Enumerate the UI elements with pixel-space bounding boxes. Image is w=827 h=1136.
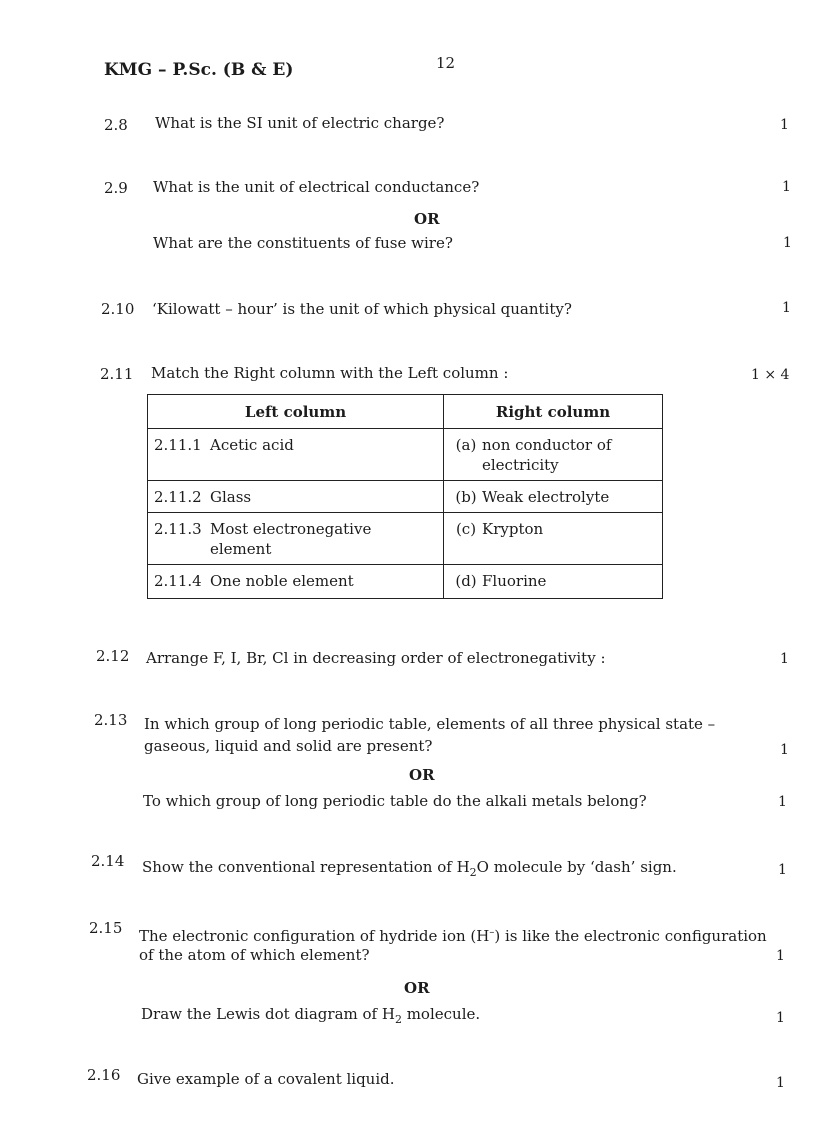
- question-marks: 1: [780, 742, 789, 758]
- question-text: In which group of long periodic table, elements of all three physical state –: [144, 715, 716, 733]
- left-item-text: Most electronegative element: [210, 520, 372, 558]
- left-column-header: Left column: [148, 395, 444, 429]
- question-text: What is the SI unit of electric charge?: [155, 114, 445, 132]
- right-column-header: Right column: [444, 395, 663, 429]
- question-marks: 1: [782, 300, 791, 316]
- question-text-continued: of the atom of which element?: [139, 946, 370, 964]
- right-item-text: Krypton: [482, 520, 544, 538]
- subscript: 2: [394, 1013, 402, 1026]
- question-number: 2.12: [96, 647, 130, 665]
- or-separator: OR: [414, 210, 440, 228]
- question-alt-text: To which group of long periodic table do the alkali metals belong?: [143, 792, 647, 810]
- question-number: 2.14: [91, 852, 125, 870]
- question-marks: 1: [783, 235, 792, 251]
- table-row: [148, 481, 663, 513]
- superscript: –: [489, 927, 495, 938]
- left-item-number: 2.11.4: [154, 572, 202, 590]
- match-table: [147, 394, 663, 599]
- table-row: [148, 565, 663, 599]
- left-item-number: 2.11.2: [154, 488, 202, 506]
- right-option-letter: (c): [455, 520, 477, 538]
- question-marks: 1: [780, 651, 789, 667]
- question-number: 2.16: [87, 1066, 121, 1084]
- question-text: Arrange F, I, Br, Cl in decreasing order of electronegativity :: [146, 649, 606, 667]
- question-number: 2.9: [104, 179, 128, 197]
- question-alt-text: What are the constituents of fuse wire?: [153, 234, 453, 252]
- question-number: 2.10: [101, 300, 135, 318]
- right-item-text: Weak electrolyte: [482, 488, 610, 506]
- question-text-part: The electronic configuration of hydride ion (H: [139, 927, 490, 945]
- question-marks: 1: [776, 1010, 785, 1026]
- question-marks: 1: [782, 179, 791, 195]
- right-item-text: Fluorine: [482, 572, 547, 590]
- left-item-text: Acetic acid: [210, 436, 294, 454]
- question-text-part: ) is like the electronic configuration: [494, 927, 767, 945]
- question-marks: 1 × 4: [751, 367, 790, 383]
- question-text-continued: gaseous, liquid and solid are present?: [144, 737, 433, 755]
- question-text: Match the Right column with the Left column :: [151, 364, 509, 382]
- question-marks: 1: [776, 948, 785, 964]
- paper-code: KMG – P.Sc. (B & E): [104, 60, 294, 80]
- question-text: Give example of a covalent liquid.: [137, 1070, 395, 1088]
- or-separator: OR: [404, 979, 430, 997]
- question-marks: 1: [776, 1075, 785, 1091]
- question-number: 2.13: [94, 711, 128, 729]
- question-text: What is the unit of electrical conductance?: [153, 178, 480, 196]
- right-option-letter: (b): [455, 488, 477, 506]
- subscript: 2: [469, 866, 477, 879]
- question-number: 2.11: [100, 365, 134, 383]
- page-number: 12: [436, 54, 456, 72]
- question-number: 2.8: [104, 116, 128, 134]
- question-text-part: molecule.: [401, 1005, 481, 1023]
- right-option-letter: (d): [455, 572, 477, 590]
- left-item-number: 2.11.1: [154, 436, 202, 454]
- question-text-part: O molecule by ‘dash’ sign.: [476, 858, 677, 876]
- left-item-text: One noble element: [210, 572, 354, 590]
- or-separator: OR: [409, 766, 435, 784]
- left-item-number: 2.11.3: [154, 520, 202, 538]
- question-text-part: Draw the Lewis dot diagram of H: [141, 1005, 395, 1023]
- table-row: [148, 513, 663, 565]
- question-text: ‘Kilowatt – hour’ is the unit of which physical quantity?: [152, 300, 572, 318]
- question-alt-text: [141, 1003, 480, 1031]
- question-number: 2.15: [89, 919, 123, 937]
- left-item-text: Glass: [210, 488, 252, 506]
- question-marks: 1: [780, 117, 789, 133]
- question-marks: 1: [778, 794, 787, 810]
- right-option-letter: (a): [455, 436, 477, 454]
- right-item-text: non conductor of electricity: [482, 436, 612, 474]
- table-header-row: [148, 395, 663, 429]
- question-marks: 1: [778, 862, 787, 878]
- table-row: [148, 429, 663, 481]
- question-text-part: Show the conventional representation of H: [142, 858, 470, 876]
- question-text: [142, 856, 677, 884]
